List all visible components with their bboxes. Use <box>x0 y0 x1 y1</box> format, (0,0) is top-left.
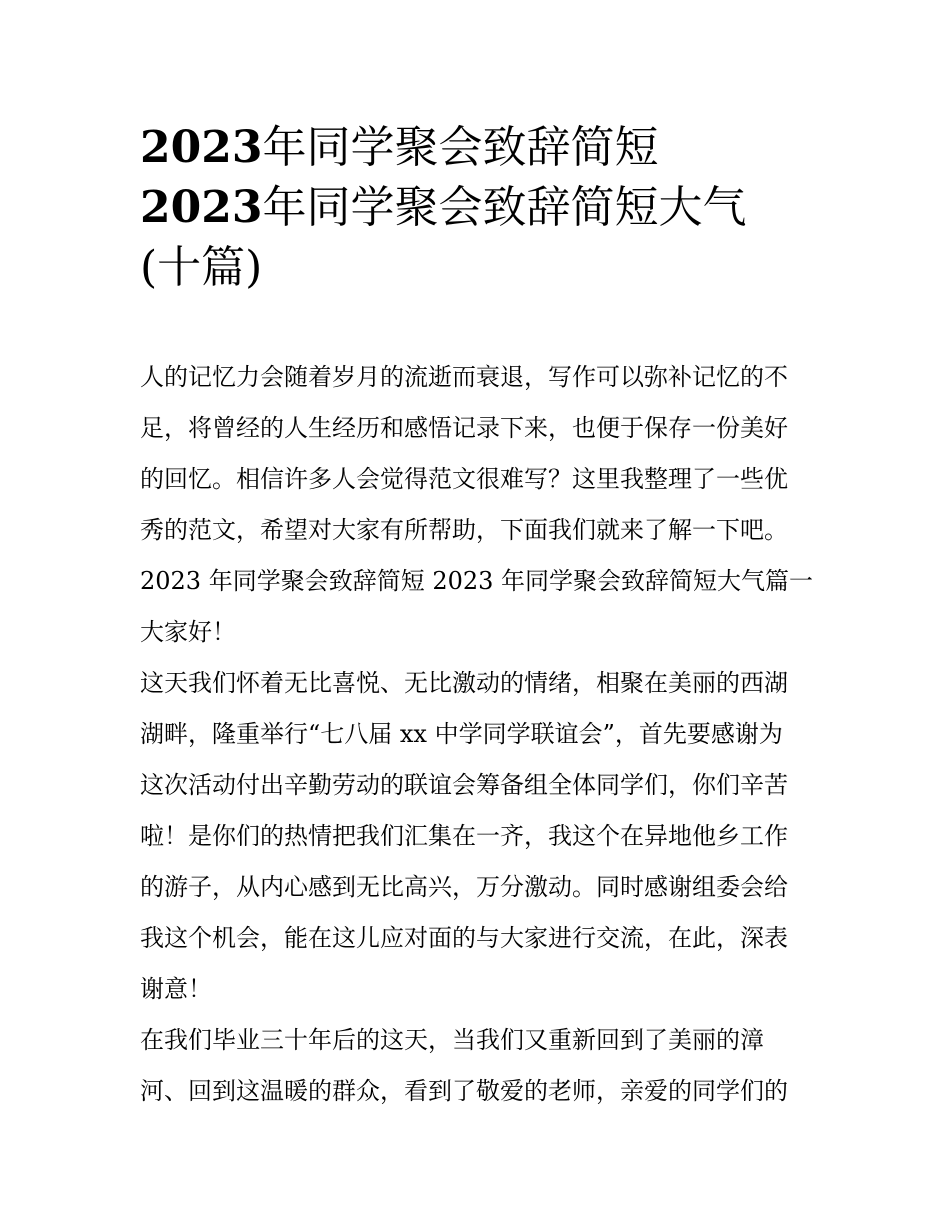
body-line: 的回忆。相信许多人会觉得范文很难写？这里我整理了一些优 <box>140 465 788 493</box>
body-line: 秀的范文，希望对大家有所帮助，下面我们就来了解一下吧。 <box>140 516 788 544</box>
title-text: 年同学聚会致辞简短大气 <box>262 182 747 233</box>
body-line: 啦！是你们的热情把我们汇集在一齐，我这个在异地他乡工作 <box>140 822 788 850</box>
section-heading: 2023 年同学聚会致辞简短 2023 年同学聚会致辞简短大气篇一 <box>140 567 814 595</box>
greeting-line: 大家好！ <box>140 618 236 646</box>
body-line: 人的记忆力会随着岁月的流逝而衰退，写作可以弥补记忆的不 <box>140 363 788 391</box>
title-line-2 <box>140 178 820 238</box>
body-line: 的游子，从内心感到无比高兴，万分激动。同时感谢组委会给 <box>140 873 788 901</box>
body-line: 在我们毕业三十年后的这天，当我们又重新回到了美丽的漳 <box>140 1026 764 1054</box>
body-line: 这天我们怀着无比喜悦、无比激动的情绪，相聚在美丽的西湖 <box>140 669 788 697</box>
title-line-1 <box>140 118 820 178</box>
title-line-3: (十篇) <box>140 242 263 293</box>
body-line: 河、回到这温暖的群众，看到了敬爱的老师，亲爱的同学们的 <box>140 1077 788 1105</box>
document-body <box>140 352 820 1117</box>
body-line: 湖畔，隆重举行“七八届 xx 中学同学联谊会”，首先要感谢为 <box>140 720 783 748</box>
body-line: 足，将曾经的人生经历和感悟记录下来，也便于保存一份美好 <box>140 414 788 442</box>
document-title <box>140 118 820 298</box>
title-year: 2023 <box>140 122 263 173</box>
body-line: 这次活动付出辛勤劳动的联谊会筹备组全体同学们，你们辛苦 <box>140 771 788 799</box>
title-year: 2023 <box>140 182 263 233</box>
body-line: 我这个机会，能在这儿应对面的与大家进行交流，在此，深表 <box>140 924 788 952</box>
body-line: 谢意！ <box>140 975 212 1003</box>
title-text: 年同学聚会致辞简短 <box>262 122 659 173</box>
